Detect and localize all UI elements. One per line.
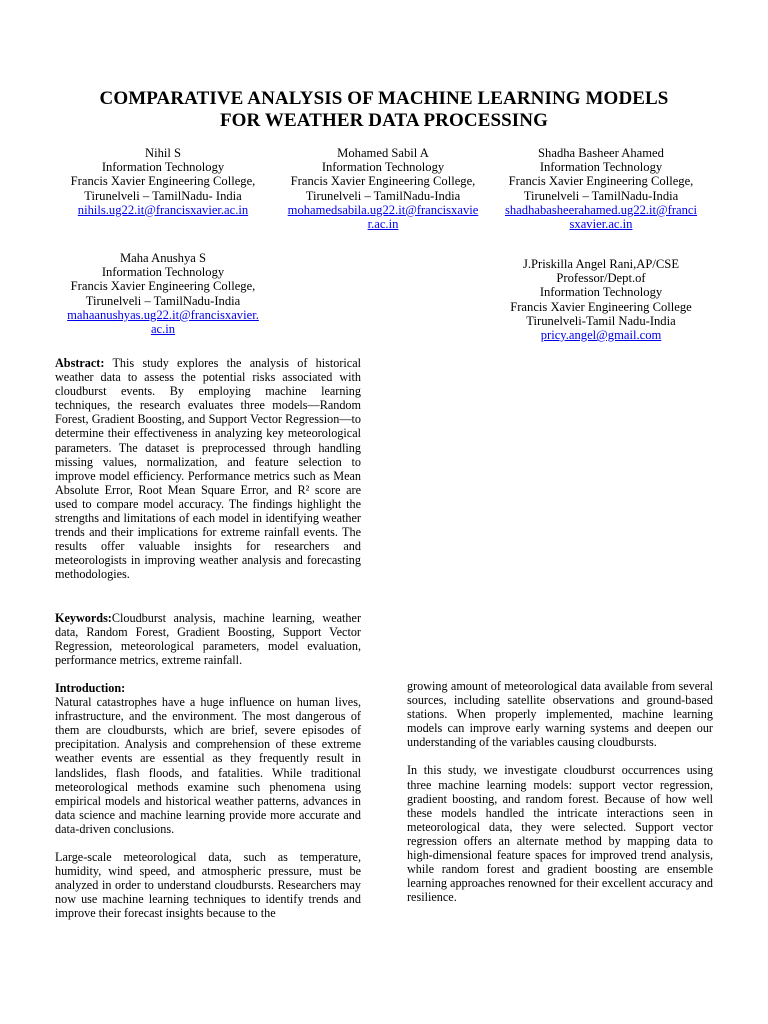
keywords-text: Cloudburst analysis, machine learning, weather data, Random Forest, Gradient Boosting, Support Vector Regression, meteorological parameters, model evaluation, performance metrics, extreme rainfall. (55, 611, 361, 668)
author-location: Tirunelveli-Tamil Nadu-India (526, 313, 676, 328)
author-dept: Information Technology (101, 265, 225, 280)
author-location: Tirunelveli – TamilNadu- India (84, 188, 242, 203)
author-location: Tirunelveli – TamilNadu-India (85, 293, 241, 308)
author-name: Shadha Basheer Ahamed (538, 146, 664, 160)
introduction-section (55, 681, 361, 921)
author-name: Mohamed Sabil A (337, 146, 429, 160)
intro-paragraph: Large-scale meteorological data, such as temperature, humidity, wind speed, and atmospheric pressure, must be analyzed in order to understand cloudbursts. Researchers may now use machine learning techniques to identify trends and improve their forecast insights because to the (55, 850, 361, 921)
paper-title (40, 88, 728, 132)
body-paragraph: In this study, we investigate cloudburst occurrences using three machine learning models: support vector regression, gradient boosting, and random forest. Because of how well these models handled the intricate interactions seen in meteorological data, they were selected. Support vector regression offers an alternate method by mapping data to high-dimensional feature spaces for improved trend analysis, while random forest and gradient boosting are ensemble learning approaches renowned for their excellent accuracy and resilience. (407, 763, 713, 905)
author-college: Francis Xavier Engineering College, (290, 174, 476, 189)
author-location: Tirunelveli – TamilNadu-India (523, 188, 679, 203)
author-dept: Information Technology (321, 160, 445, 175)
body-paragraph: growing amount of meteorological data available from several sources, including satellite observations and ground-based stations. When properly implemented, machine learning models can improve early warning systems and deepen our understanding of the variables causing cloudbursts. (407, 679, 713, 750)
author-block (276, 146, 490, 231)
author-email-link-cont[interactable]: r.ac.in (367, 217, 399, 232)
author-block (495, 257, 707, 342)
author-email-link[interactable]: mohamedsabila.ug22.it@francisxavie (287, 202, 479, 217)
abstract-label: Abstract: (55, 356, 105, 370)
author-block (56, 146, 270, 217)
right-column (407, 679, 713, 904)
author-email-link[interactable]: pricy.angel@gmail.com (540, 328, 662, 343)
author-email-link[interactable]: shadhabasheerahamed.ug22.it@franci (504, 202, 698, 217)
author-email-link-cont[interactable]: sxavier.ac.in (569, 217, 633, 232)
author-dept: Information Technology (539, 160, 663, 175)
title-line: COMPARATIVE ANALYSIS OF MACHINE LEARNING MODELS (99, 88, 669, 109)
author-college: Francis Xavier Engineering College, (70, 174, 256, 189)
author-name: Nihil S (144, 146, 182, 160)
author-college: Francis Xavier Engineering College, (508, 174, 694, 189)
title-line: FOR WEATHER DATA PROCESSING (219, 110, 549, 131)
author-role: Professor/Dept.of (556, 271, 646, 286)
abstract-text: This study explores the analysis of historical weather data to assess the potential risks associated with cloudburst events. By employing machine learning techniques, the research evaluates three models—Random Forest, Gradient Boosting, and Support Vector Regression—to determine their effectiveness in analyzing key meteorological parameters. The dataset is preprocessed through handling missing values, normalization, and feature selection to improve model efficiency. Performance metrics such as Mean Absolute Error, Root Mean Square Error, and R² score are used to compare model accuracy. The findings highlight the strengths and limitations of each model in identifying weather trends and their implications for extreme rainfall events. The results offer valuable insights for researchers and meteorologists in improving weather analysis and forecasting methodologies. (55, 356, 361, 582)
keywords-label: Keywords: (55, 611, 112, 625)
author-block (495, 146, 707, 231)
author-email-link[interactable]: mahaanushyas.ug22.it@francisxavier. (67, 307, 259, 322)
author-college: Francis Xavier Engineering College, (70, 279, 256, 294)
author-email-link-cont[interactable]: ac.in (150, 322, 176, 337)
abstract-section (55, 356, 361, 582)
author-location: Tirunelveli – TamilNadu-India (305, 188, 461, 203)
author-block (56, 251, 270, 336)
author-name: J.Priskilla Angel Rani,AP/CSE (522, 257, 680, 271)
intro-paragraph: Natural catastrophes have a huge influence on human lives, infrastructure, and the environment. The most dangerous of them are cloudbursts, which are brief, severe episodes of precipitation. Analysis and comprehension of these extreme weather events are essential as they frequently result in landslides, flash floods, and fatalities. While traditional meteorological methods examine such phenomena using empirical models and historical weather patterns, advances in data science and machine learning provide more accurate and data-driven conclusions. (55, 695, 361, 836)
author-email-link[interactable]: nihils.ug22.it@francisxavier.ac.in (77, 202, 249, 217)
author-college: Francis Xavier Engineering College (510, 299, 692, 314)
intro-heading: Introduction: (55, 681, 126, 695)
keywords-section (55, 611, 361, 667)
author-dept: Information Technology (101, 160, 225, 175)
author-dept: Information Technology (539, 285, 663, 300)
author-name: Maha Anushya S (119, 251, 207, 265)
